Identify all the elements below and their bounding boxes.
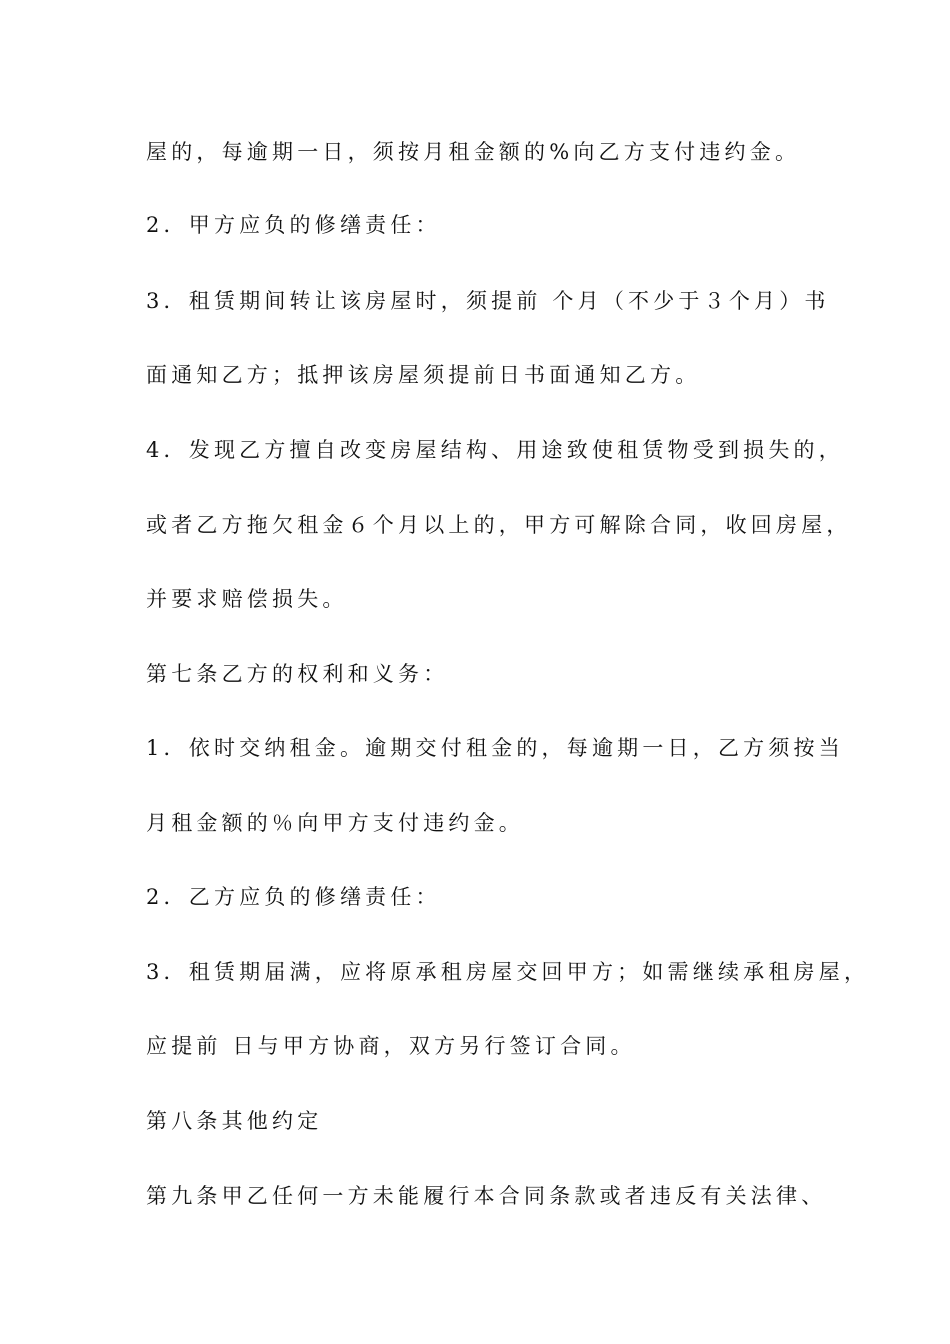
text-line-7: 并要求赔偿损失。 <box>146 587 348 611</box>
text-line-15: 第九条甲乙任何一方未能履行本合同条款或者违反有关法律、 <box>146 1184 827 1208</box>
text-line-10: 月租金额的％向甲方支付违约金。 <box>146 811 524 835</box>
text-line-11: 2．乙方应负的修缮责任： <box>146 885 441 909</box>
text-line-4: 面通知乙方；抵押该房屋须提前日书面通知乙方。 <box>146 363 701 387</box>
text-line-12: 3．租赁期届满，应将原承租房屋交回甲方；如需继续承租房屋， <box>146 960 870 984</box>
text-line-13: 应提前 日与甲方协商，双方另行签订合同。 <box>146 1034 636 1058</box>
text-line-3: 3．租赁期间转让该房屋时，须提前 个月（不少于３个月）书 <box>146 289 830 313</box>
text-line-6: 或者乙方拖欠租金６个月以上的，甲方可解除合同，收回房屋， <box>146 513 852 537</box>
text-line-5: 4．发现乙方擅自改变房屋结构、用途致使租赁物受到损失的， <box>146 438 844 462</box>
text-line-2: 2．甲方应负的修缮责任： <box>146 213 441 237</box>
text-line-8: 第七条乙方的权利和义务： <box>146 662 449 686</box>
text-line-9: 1．依时交纳租金。逾期交付租金的，每逾期一日，乙方须按当 <box>146 736 844 760</box>
text-line-14: 第八条其他约定 <box>146 1109 323 1133</box>
text-line-1: 屋的，每逾期一日，须按月租金额的%向乙方支付违约金。 <box>146 140 801 164</box>
